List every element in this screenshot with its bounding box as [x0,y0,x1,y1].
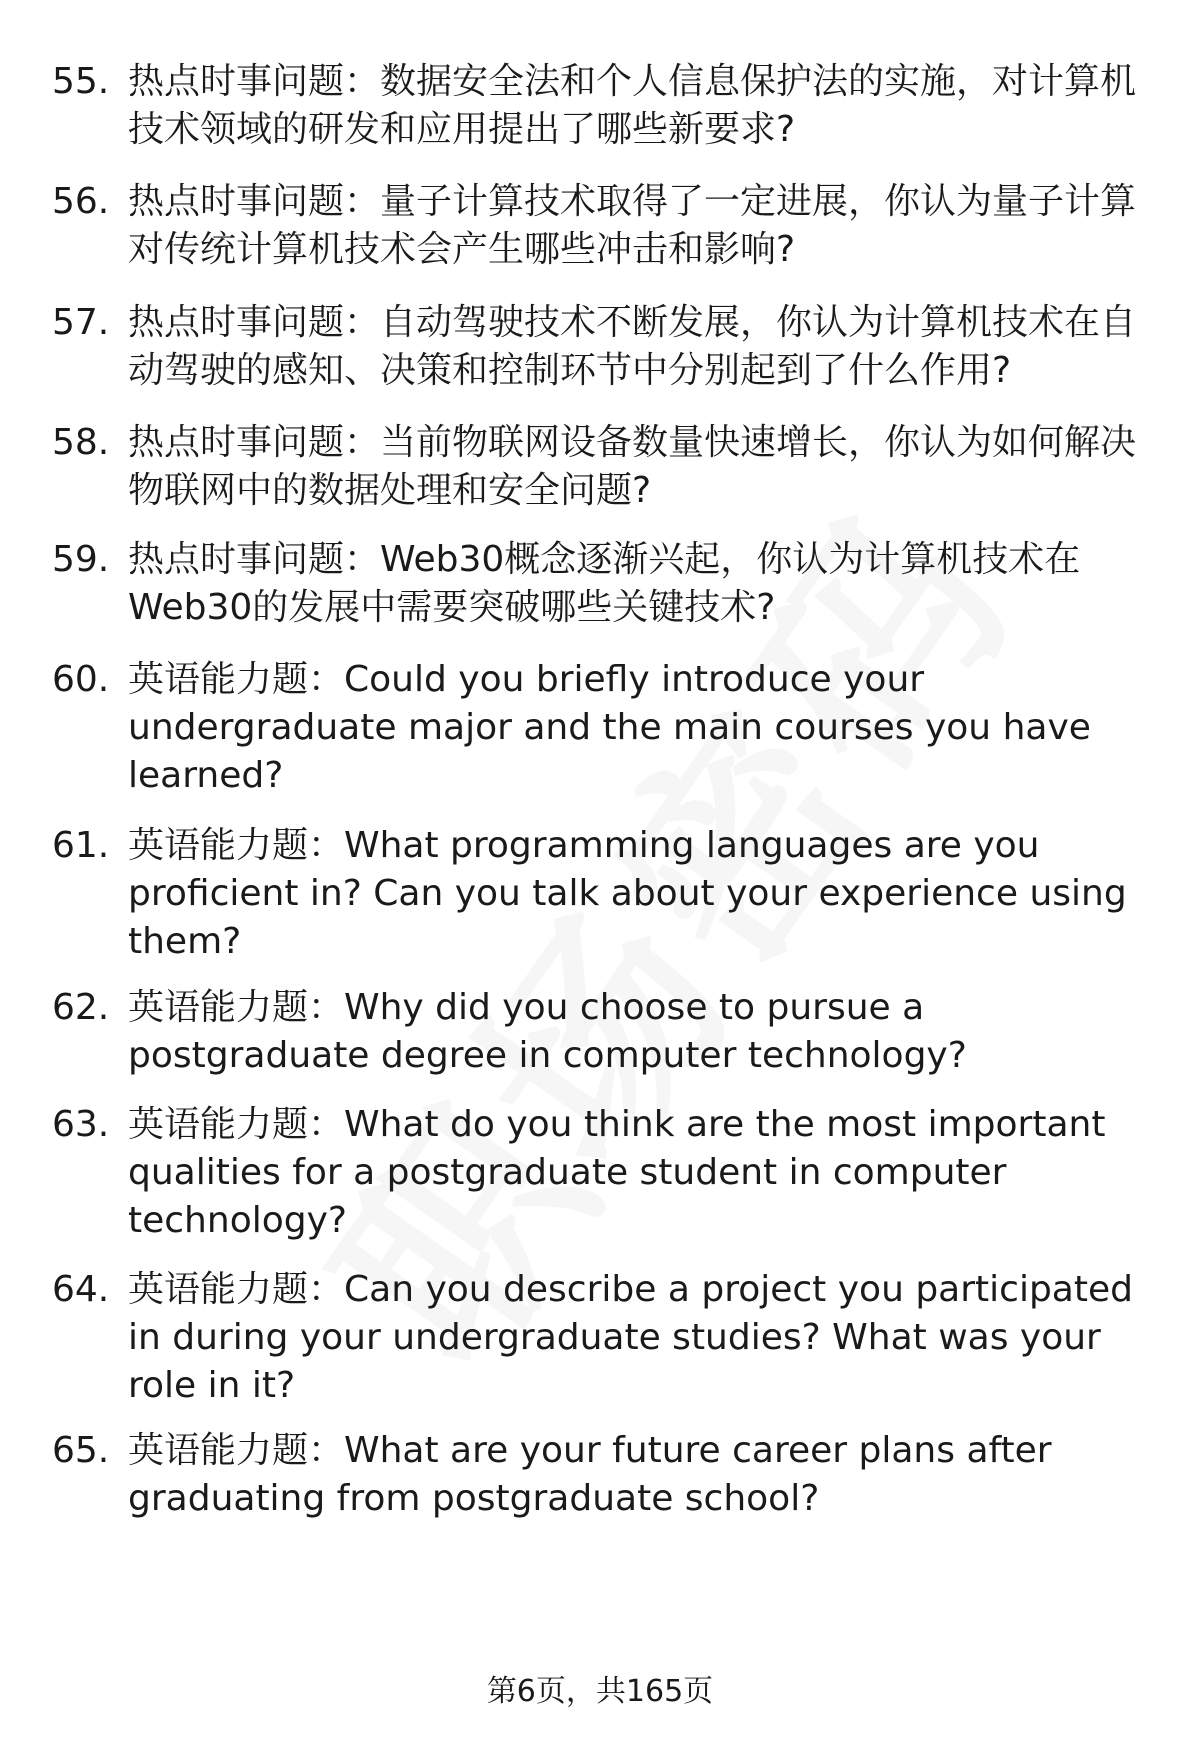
question-65 [52,1427,1152,1523]
question-text: 热点时事问题：Web30概念逐渐兴起，你认为计算机技术在Web30的发展中需要突破哪些关键技术? [128,539,1081,628]
question-60 [52,656,1152,800]
question-61 [52,822,1152,966]
question-number: 55. [52,61,110,102]
question-text: 热点时事问题：量子计算技术取得了一定进展，你认为量子计算对传统计算机技术会产生哪些冲击和影响? [128,181,1137,270]
question-62 [52,984,1152,1080]
question-number: 58. [52,422,110,463]
question-text: 热点时事问题：当前物联网设备数量快速增长，你认为如何解决物联网中的数据处理和安全问题? [128,422,1137,511]
question-number: 56. [52,181,110,222]
page-footer: 第6页，共165页 [486,1674,714,1709]
question-text: 英语能力题：Can you describe a project you participated in during your undergraduate studies? What was your role in it? [128,1269,1133,1406]
question-text: 英语能力题：Could you briefly introduce your undergraduate major and the main courses you have learned? [128,659,1091,796]
question-text: 英语能力题：What do you think are the most important qualities for a postgraduate student in computer technology? [128,1104,1106,1241]
question-64 [52,1266,1152,1410]
question-text: 英语能力题：What are your future career plans after graduating from postgraduate school? [128,1430,1052,1519]
question-number: 62. [52,987,110,1028]
question-number: 63. [52,1104,110,1145]
question-number: 64. [52,1269,110,1310]
question-59 [52,536,1152,632]
question-text: 英语能力题：What programming languages are you proficient in? Can you talk about your experience using them? [128,825,1127,962]
question-text: 英语能力题：Why did you choose to pursue a postgraduate degree in computer technology? [128,987,967,1076]
question-text: 热点时事问题：自动驾驶技术不断发展，你认为计算机技术在自动驾驶的感知、决策和控制环节中分别起到了什么作用? [128,302,1137,391]
question-63 [52,1101,1152,1245]
question-number: 59. [52,539,110,580]
question-number: 57. [52,302,110,343]
question-text: 热点时事问题：数据安全法和个人信息保护法的实施，对计算机技术领域的研发和应用提出了哪些新要求? [128,61,1137,150]
question-number: 65. [52,1430,110,1471]
question-57 [52,299,1152,395]
question-number: 61. [52,825,110,866]
question-58 [52,419,1152,515]
question-list [52,58,1152,1523]
question-number: 60. [52,659,110,700]
question-55 [52,58,1152,154]
question-56 [52,178,1152,274]
